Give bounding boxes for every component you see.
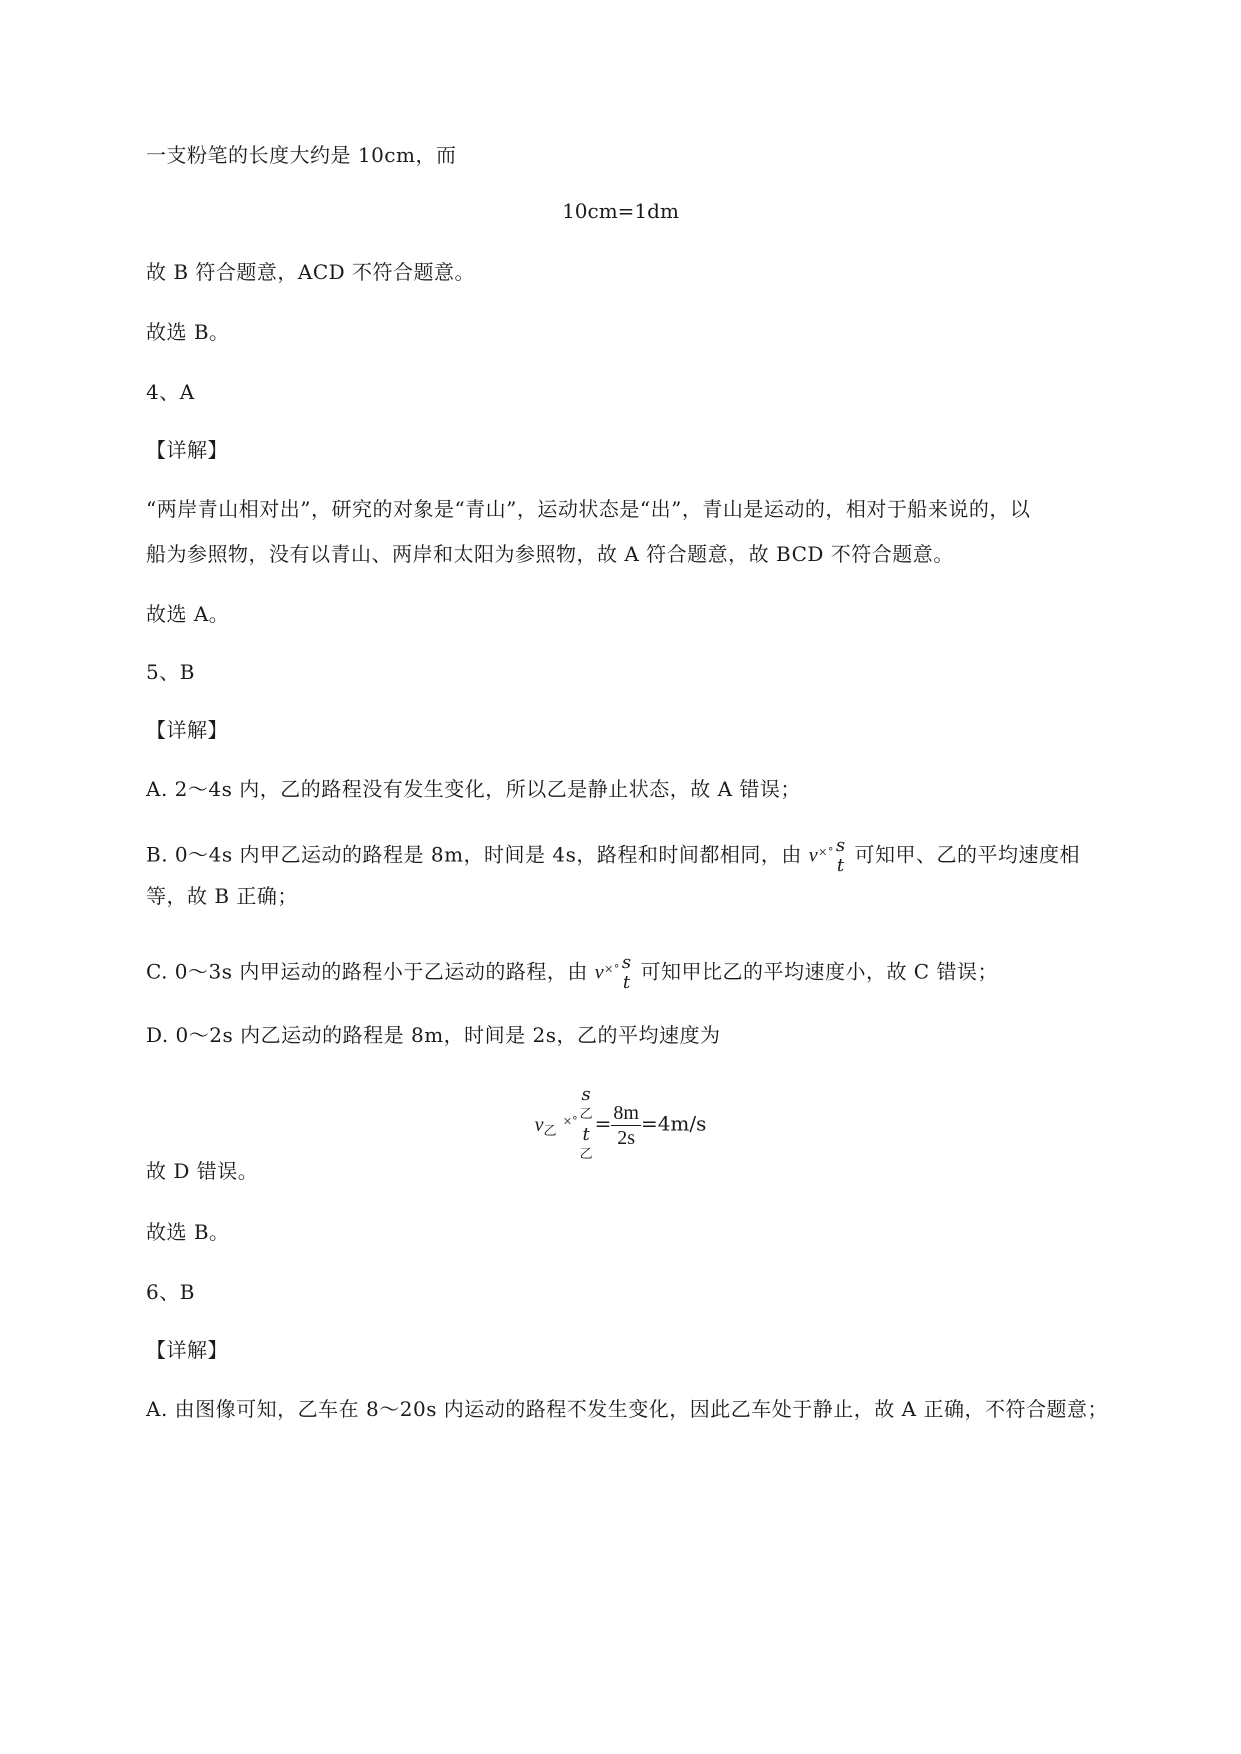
formula-equals: = xyxy=(594,1111,612,1136)
formula-8m-over-2s xyxy=(611,1101,641,1150)
option-d: D. 0～2s 内乙运动的路程是 8m，时间是 2s，乙的平均速度为 xyxy=(146,1023,721,1047)
text-line: “两岸青山相对出”，研究的对象是“青山”，运动状态是“出”，青山是运动的，相对于船来说的，以 xyxy=(146,497,1031,521)
formula-v: v xyxy=(808,844,819,867)
detail-heading: 【详解】 xyxy=(146,438,228,462)
formula-t: t xyxy=(582,1124,590,1145)
text-line: 故选 A。 xyxy=(146,602,230,626)
text-line: 故 D 错误。 xyxy=(146,1159,259,1183)
text-line: 一支粉笔的长度大约是 10cm，而 xyxy=(146,143,457,167)
formula-s-over-t-yi xyxy=(580,1085,593,1165)
formula-t: t xyxy=(622,972,631,993)
formula-mark: ×° xyxy=(604,962,620,976)
option-a: A. 2～4s 内，乙的路程没有发生变化，所以乙是静止状态，故 A 错误； xyxy=(146,777,801,801)
option-b-text: B. 0～4s 内甲乙运动的路程是 8m，时间是 4s，路程和时间都相同，由 xyxy=(146,842,802,867)
formula-v-yi xyxy=(535,1114,557,1136)
option-b-text-end: 可知甲、乙的平均速度相 xyxy=(854,842,1080,867)
formula-denominator: 2s xyxy=(617,1126,636,1149)
equation-chalk: 10cm=1dm xyxy=(562,199,679,223)
formula-s-over-t xyxy=(836,836,846,876)
formula-s-over-t xyxy=(622,953,632,993)
formula-numerator: 8m xyxy=(613,1101,639,1124)
option-b-continued: 等，故 B 正确； xyxy=(146,884,298,908)
option-a: A. 由图像可知，乙车在 8～20s 内运动的路程不发生变化，因此乙车处于静止，故 A 正确，不符合题意； xyxy=(146,1397,1108,1421)
question-number: 6、B xyxy=(146,1280,195,1304)
formula-v: v xyxy=(534,1113,544,1136)
subscript-yi: 乙 xyxy=(579,1107,593,1122)
detail-heading: 【详解】 xyxy=(146,718,228,742)
velocity-formula xyxy=(0,1085,1241,1165)
text-line: 船为参照物，没有以青山、两岸和太阳为参照物，故 A 符合题意，故 BCD 不符合题意。 xyxy=(146,542,954,566)
formula-t-yi xyxy=(580,1125,593,1165)
formula-mark: ×° xyxy=(818,845,834,859)
subscript-yi: 乙 xyxy=(579,1147,593,1162)
text-line: 故选 B。 xyxy=(146,320,230,344)
formula-mark: ×° xyxy=(562,1114,578,1128)
formula-s: s xyxy=(621,952,632,973)
option-c-text: C. 0～3s 内甲运动的路程小于乙运动的路程，由 xyxy=(146,959,588,984)
formula-s: s xyxy=(835,835,846,856)
text-line: 故选 B。 xyxy=(146,1220,230,1244)
formula-s: s xyxy=(581,1084,591,1105)
detail-heading: 【详解】 xyxy=(146,1338,228,1362)
option-b xyxy=(146,836,1080,876)
formula-t: t xyxy=(836,855,845,876)
question-number: 5、B xyxy=(146,660,195,684)
formula-s-yi xyxy=(580,1085,593,1125)
text-line: 故 B 符合题意，ACD 不符合题意。 xyxy=(146,260,476,284)
subscript-yi: 乙 xyxy=(543,1122,557,1138)
option-c xyxy=(146,953,998,993)
formula-result: =4m/s xyxy=(640,1111,707,1136)
formula-v: v xyxy=(594,961,605,984)
question-number: 4、A xyxy=(146,380,195,404)
option-c-text-end: 可知甲比乙的平均速度小，故 C 错误； xyxy=(640,959,998,984)
